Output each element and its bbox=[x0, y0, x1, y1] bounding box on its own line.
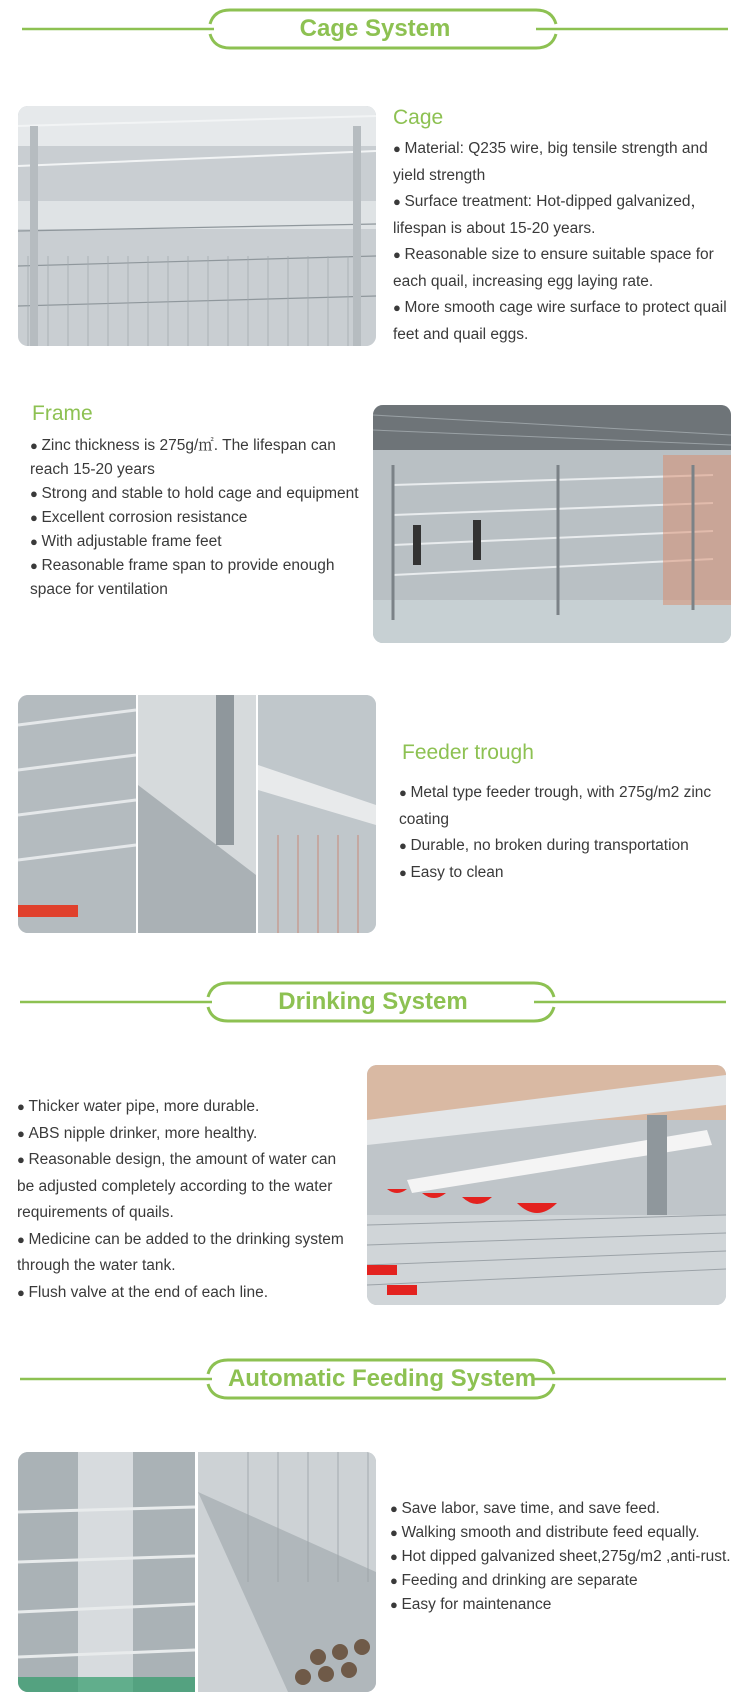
feeding-bullet-list bbox=[390, 1497, 742, 1617]
frame-title: Frame bbox=[32, 402, 93, 425]
cage-bullet-list bbox=[393, 136, 735, 348]
list-item: ● More smooth cage wire surface to protect quail feet and quail eggs. bbox=[393, 295, 735, 348]
list-item: ● Durable, no broken during transportation bbox=[399, 833, 729, 860]
list-item: ● Easy to clean bbox=[399, 860, 729, 887]
section-title-automatic-feeding-system bbox=[0, 1354, 750, 1404]
feeder-bullet-list bbox=[399, 780, 729, 886]
list-item: ● Save labor, save time, and save feed. bbox=[390, 1497, 742, 1521]
list-item: ● Strong and stable to hold cage and equipment bbox=[30, 482, 360, 506]
cage-title: Cage bbox=[393, 106, 444, 129]
feeding-photo bbox=[18, 1452, 376, 1692]
section-title-cage-system bbox=[0, 4, 750, 54]
list-item: ● Reasonable frame span to provide enough space for ventilation bbox=[30, 554, 360, 602]
list-item: ● Flush valve at the end of each line. bbox=[17, 1280, 357, 1307]
feeder-photo bbox=[18, 695, 376, 933]
list-item: ● Reasonable design, the amount of water can be adjusted completely according to the water requirements of quails. bbox=[17, 1147, 357, 1227]
section-title-drinking-system bbox=[0, 977, 750, 1027]
list-item: ● Easy for maintenance bbox=[390, 1593, 742, 1617]
list-item: ● Thicker water pipe, more durable. bbox=[17, 1094, 357, 1121]
list-item: ● Excellent corrosion resistance bbox=[30, 506, 360, 530]
drinking-bullet-list bbox=[17, 1094, 357, 1306]
list-item: ● Material: Q235 wire, big tensile strength and yield strength bbox=[393, 136, 735, 189]
list-item: ● Reasonable size to ensure suitable space for each quail, increasing egg laying rate. bbox=[393, 242, 735, 295]
list-item: ● Walking smooth and distribute feed equally. bbox=[390, 1521, 742, 1545]
list-item: ● Zinc thickness is 275g/㎡. The lifespan can reach 15-20 years bbox=[30, 434, 360, 482]
list-item: ● Feeding and drinking are separate bbox=[390, 1569, 742, 1593]
list-item: ● Surface treatment: Hot-dipped galvanized，lifespan is about 15-20 years. bbox=[393, 189, 735, 242]
list-item: ● Metal type feeder trough, with 275g/m2 zinc coating bbox=[399, 780, 729, 833]
list-item: ● Hot dipped galvanized sheet,275g/m2 ,anti-rust. bbox=[390, 1545, 742, 1569]
list-item: ● Medicine can be added to the drinking system through the water tank. bbox=[17, 1227, 357, 1280]
frame-bullet-list bbox=[30, 434, 360, 602]
section-title-text: Cage System bbox=[299, 15, 451, 42]
list-item: ● ABS nipple drinker, more healthy. bbox=[17, 1121, 357, 1148]
section-title-text: Automatic Feeding System bbox=[227, 1365, 537, 1392]
drinking-photo bbox=[367, 1065, 726, 1305]
frame-photo bbox=[373, 405, 731, 643]
list-item: ● With adjustable frame feet bbox=[30, 530, 360, 554]
cage-photo bbox=[18, 106, 376, 346]
feeder-title: Feeder trough bbox=[402, 741, 534, 764]
section-title-text: Drinking System bbox=[278, 988, 468, 1015]
